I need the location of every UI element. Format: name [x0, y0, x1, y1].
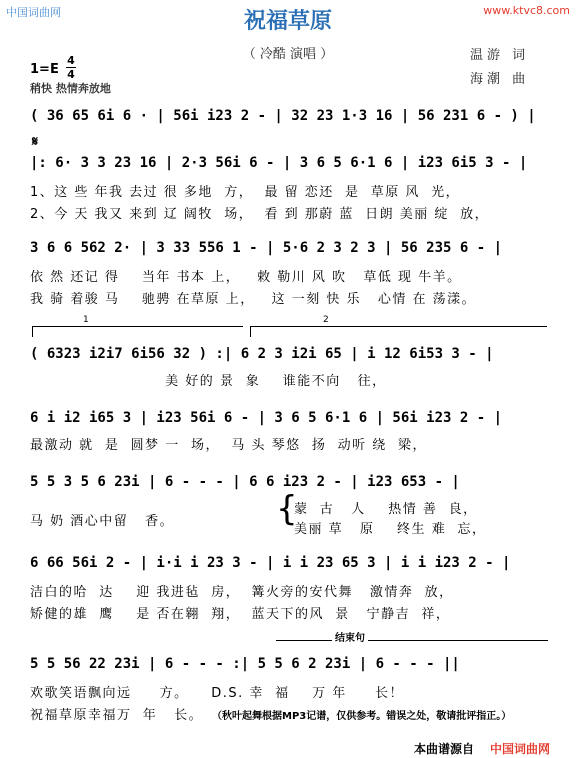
key-signature: 1=E	[30, 62, 59, 77]
score-row-2-lyric-verse1: 1、这 些 年我 去过 很 多地 方， 最 留 恋还 是 草原 风 光，	[30, 185, 461, 200]
score-row-3-lyric-verse1: 依 然 还记 得 当年 书本 上， 敕 勒川 风 吹 草低 现 牛羊。	[30, 270, 462, 285]
transcription-note: （秋叶起舞根据MP3记谱，仅供参考。错误之处，敬请批评指正。）	[212, 711, 512, 722]
composer-credit: 海潮 曲	[470, 72, 530, 87]
time-signature-bottom: 4	[67, 68, 75, 81]
first-ending-number: 1	[83, 315, 89, 325]
watermark-site-url[interactable]: www.ktvc8.com	[483, 4, 570, 17]
tempo-marking: 稍快 热情奔放地	[30, 82, 111, 95]
score-row-3-notes: 3 6 6 562 2· | 3 33 556 1 - | 5·6 2 3 2 3 | 56 235 6 - |	[30, 240, 503, 256]
score-row-5-notes: 6 i i2 i65 3 | i23 56i 6 - | 3 6 5 6·1 6 | 56i i23 2 - |	[30, 410, 503, 426]
score-row-2-notes: |: 6· 3 3 23 16 | 2·3 56i 6 - | 3 6 5 6·1 6 | i23 6i5 3 - |	[30, 155, 528, 171]
lyricist-credit: 温游 词	[470, 48, 530, 63]
score-row-6-lyric: 马 奶 酒心中留 香。	[30, 514, 175, 529]
performer-credit: （ 冷酷 演唱 ）	[242, 47, 334, 62]
score-row-6-brace-lyric-a: 蒙 古 人 热情 善 良，	[294, 502, 478, 517]
first-ending-bracket	[32, 315, 243, 337]
score-row-6-notes: 5 5 3 5 6 23i | 6 - - - | 6 6 i23 2 - | i23 653 - |	[30, 474, 460, 490]
score-row-8-lyric-verse2: 祝福草原幸福万 年 长。	[30, 708, 204, 723]
score-row-7-notes: 6 66 56i 2 - | i·i i 23 3 - | i i 23 65 3 | i i i23 2 - |	[30, 555, 511, 571]
watermark-site-name: 中国词曲网	[6, 6, 61, 19]
score-row-7-lyric-verse1: 洁白的哈 达 迎 我进毡 房， 篝火旁的安代舞 激情奔 放，	[30, 585, 454, 600]
footer-site-link[interactable]: 中国词曲网	[490, 742, 551, 756]
score-row-4-lyric: 美 好的 景 象 谁能不向 往，	[30, 374, 387, 389]
score-row-1-notes: ( 36 65 6i 6 · | 56i i23 2 - | 32 23 1·3 16 | 56 231 6 - ) |	[30, 108, 536, 124]
score-row-5-lyric: 最激动 就 是 圆梦 一 场， 马 头 琴悠 扬 动听 绕 梁，	[30, 438, 428, 453]
second-ending-number: 2	[323, 315, 329, 325]
score-row-4-notes: ( 6323 i2i7 6i56 32 ) :| 6 2 3 i2i 65 | i 12 6i53 3 - |	[30, 346, 494, 362]
coda-label: 结束句	[332, 629, 368, 644]
score-row-7-lyric-verse2: 矫健的雄 鹰 是 否在翱 翔， 蓝天下的风 景 宁静吉 祥，	[30, 607, 451, 622]
time-signature-top: 4	[67, 54, 75, 67]
score-row-3-lyric-verse2: 我 骑 着骏 马 驰骋 在草原 上， 这 一刻 快 乐 心情 在 荡漾。	[30, 292, 477, 307]
score-row-2-lyric-verse2: 2、今 天 我又 来到 辽 阔牧 场， 看 到 那蔚 蓝 日朗 美丽 绽 放，	[30, 207, 490, 222]
footer-source-label: 本曲谱源自	[414, 742, 475, 756]
song-title: 祝福草原	[243, 8, 332, 34]
segno-sign: 𝄋	[32, 134, 39, 150]
score-row-6-brace-lyric-b: 美丽 草 原 终生 难 忘，	[294, 522, 487, 537]
coda-bracket	[276, 633, 548, 651]
score-row-8-notes: 5 5 56 22 23i | 6 - - - :| 5 5 6 2 23i | 6 - - - ||	[30, 656, 460, 672]
second-ending-bracket	[250, 315, 547, 337]
time-signature	[66, 55, 76, 80]
lyric-brace: {	[276, 489, 298, 529]
score-row-8-lyric-verse1: 欢歌笑语飘向远 方。 D.S. 幸 福 万 年 长！	[30, 686, 404, 701]
